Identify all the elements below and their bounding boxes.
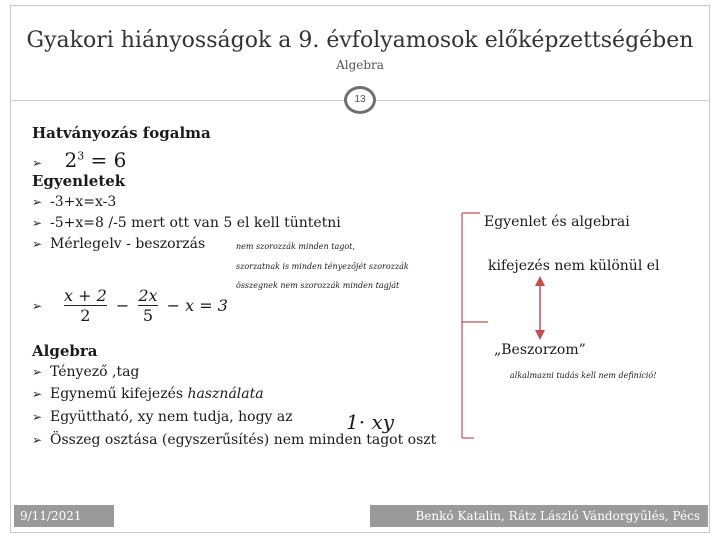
formula-base: 2 [64,148,78,172]
algebra-item-text: Összeg osztása (egyszerűsítés) nem minden tagot oszt [50,432,437,448]
formula-result: = 6 [90,148,127,172]
quote-beszorzom: „Beszorzom” [494,342,586,358]
note-szorzatnak: szorzatnak is minden tényezőjét szorozzák [236,262,409,271]
equation-text: Mérlegelv - beszorzás [50,236,206,252]
fraction-1-denominator: 2 [64,305,107,325]
formula-exponent: 3 [77,149,85,163]
heading-algebra: Algebra [32,342,98,360]
coefficient-formula: 1· xy [346,410,395,434]
arrow-bullet-icon: ➢ [32,433,43,447]
slide-subtitle: Algebra [336,58,384,72]
equation-text: -5+x=8 /-5 mert ott van 5 el kell tüntetni [50,215,341,231]
arrow-bullet-icon: ➢ [32,237,43,251]
fraction-2-numerator: 2x [138,286,158,305]
algebra-item-italic: használata [187,386,264,402]
slide-title: Gyakori hiányosságok a 9. évfolyamosok előképzettségében [26,28,694,53]
right-text-line2: kifejezés nem különül el [488,258,660,274]
algebra-item-text: Egynemű kifejezés [50,386,184,402]
arrow-bullet-icon: ➢ [32,195,43,209]
fraction-1-numerator: x + 2 [64,286,107,305]
heading-hatvanyozas: Hatványozás fogalma [32,124,211,142]
arrow-bullet-icon: ➢ [32,365,43,379]
arrow-bullet-icon: ➢ [32,156,43,170]
page-number-badge: 13 [344,86,376,114]
fraction-minus: − [115,296,130,315]
note-osszegnek: összegnek nem szorozzák minden tagját [236,281,400,290]
fraction-rest: − x = 3 [166,296,228,315]
note-alkalmazni: alkalmazni tudás kell nem definíció! [510,371,657,380]
footer-author: Benkó Katalin, Rátz László Vándorgyűlés, Pécs [370,505,708,527]
arrow-bullet-icon: ➢ [32,410,43,424]
arrow-bullet-icon: ➢ [32,299,43,313]
note-nem-szorozzak: nem szorozzák minden tagot, [236,242,355,251]
arrow-bullet-icon: ➢ [32,216,43,230]
right-text-line1: Egyenlet és algebrai [484,214,630,230]
algebra-item-text: Együttható, xy nem tudja, hogy az [50,409,293,425]
equation-text: -3+x=x-3 [50,194,117,210]
heading-egyenletek: Egyenletek [32,172,126,190]
footer-date: 9/11/2021 [14,505,114,527]
arrow-down-icon [535,330,545,340]
arrow-up-icon [535,276,545,286]
arrow-bullet-icon: ➢ [32,387,43,401]
algebra-item-text: Tényező ,tag [50,364,140,380]
fraction-2-denominator: 5 [138,305,157,325]
